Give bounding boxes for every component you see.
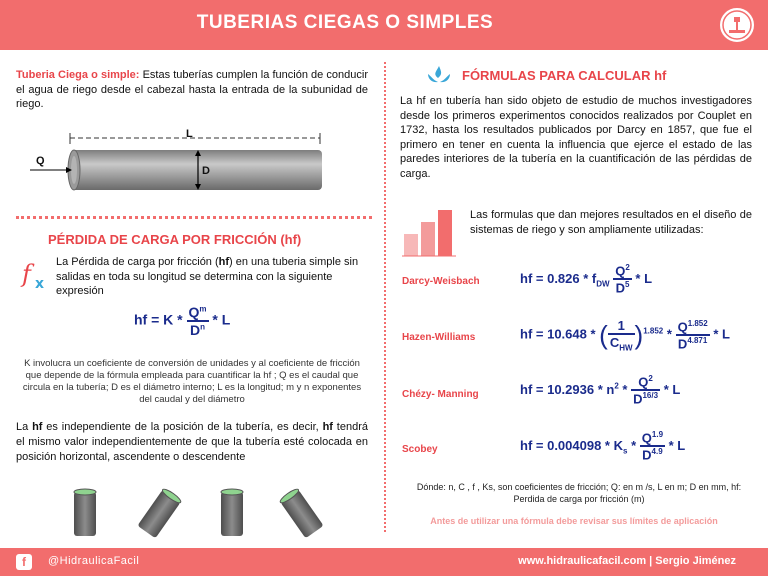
formula-eq: = K * xyxy=(147,311,187,328)
formula-tail: * L xyxy=(208,311,231,328)
formulas-title: FÓRMULAS PARA CALCULAR hf xyxy=(462,68,667,83)
facebook-handle[interactable]: @HidraulicaFacil xyxy=(48,555,140,567)
independence-paragraph xyxy=(16,420,368,465)
chezy-n: n xyxy=(606,381,615,397)
friction-text-b: ) en una tuberia simple sin salidas en toda su longitud se determina con la siguiente expresión xyxy=(56,256,359,298)
section-divider xyxy=(16,216,372,219)
formula-den-exp: n xyxy=(200,322,206,332)
intro-term: Tuberia Ciega o simple: xyxy=(16,69,140,81)
scobey-tail: * L xyxy=(668,437,686,453)
chezy-num: Q xyxy=(638,374,649,390)
best-results-paragraph: Las formulas que dan mejores resultados en el diseño de sistemas de riego y son ampliamente utilizadas: xyxy=(470,209,752,236)
hazen-inner-den: C xyxy=(609,335,620,350)
hazen-fraction xyxy=(676,319,710,352)
independence-a: La xyxy=(16,421,33,433)
facebook-icon[interactable]: f xyxy=(16,554,32,570)
chezy-num-exp: 2 xyxy=(648,374,653,383)
scobey-den-exp: 4.9 xyxy=(651,447,663,457)
darcy-den: D xyxy=(615,280,625,296)
formula-name-chezy: Chézy- Manning xyxy=(402,389,479,400)
where-note: Dónde: n, C , f , Ks, son coeficientes de fricción; Q: en m /s, L en m; D en mm, hf: Perdida de carga por fricción (m) xyxy=(416,482,742,504)
independence-b: es independiente de la posición de la tubería, es decir, xyxy=(42,421,323,433)
footer-bar xyxy=(0,548,768,576)
chezy-n-exp: 2 xyxy=(614,381,619,391)
scobey-num-exp: 1.9 xyxy=(651,430,664,439)
general-formula xyxy=(134,304,230,338)
hazen-paren-close: ) xyxy=(634,319,644,350)
formula-name-darcy: Darcy-Weisbach xyxy=(402,276,480,287)
darcy-fdw-sub: DW xyxy=(596,279,610,289)
friction-paragraph xyxy=(56,255,368,299)
scobey-k: K xyxy=(613,437,623,453)
formula-num-exp: m xyxy=(199,304,207,314)
chezy-coef: hf = 10.2936 * xyxy=(520,381,603,397)
length-label: L xyxy=(186,128,193,140)
hazen-num-exp: 1.852 xyxy=(687,318,708,328)
darcy-tail: * L xyxy=(635,270,653,286)
independence-hf1: hf xyxy=(32,421,43,433)
scobey-fraction xyxy=(640,430,665,463)
formula-lhs: hf xyxy=(134,311,148,328)
hazen-den-exp: 4.871 xyxy=(687,336,708,346)
scobey-mult: * xyxy=(631,437,637,453)
scobey-den: D xyxy=(642,447,652,463)
bar-chart-icon xyxy=(402,206,460,258)
chezy-den: D xyxy=(633,391,643,407)
chezy-fraction xyxy=(631,374,660,407)
formula-fraction xyxy=(187,304,209,338)
hazen-den: D xyxy=(677,336,688,352)
friction-text-hf: hf xyxy=(218,256,230,268)
water-splash-icon xyxy=(424,64,454,86)
darcy-coef: hf = 0.826 * xyxy=(520,270,589,286)
formula-chezy xyxy=(520,374,680,407)
flow-label: Q xyxy=(36,155,45,167)
logo-icon xyxy=(718,6,756,44)
hazen-inner-fraction xyxy=(608,318,635,353)
history-paragraph: La hf en tubería han sido objeto de estudio de muchos investigadores desde los primeros experimentos conocidos realizados por Couplet en 1732, hasta los resultados publicados por Darcy en 1857, que fue el primero en tener en cuenta la influencia que ejerce el estado de las paredes interiores de la tubería en la cuantificación de las pérdidas de carga. xyxy=(400,95,752,180)
pipe-orientations-illustration xyxy=(64,486,364,546)
website-link[interactable]: www.hidraulicafacil.com | Sergio Jiménez xyxy=(518,555,736,567)
intro-paragraph xyxy=(16,68,368,112)
darcy-num-exp: 2 xyxy=(625,263,630,272)
hazen-coef: hf = 10.648 * xyxy=(520,326,596,342)
hazen-mult: * xyxy=(666,326,672,342)
friction-text-a: La Pérdida de carga por fricción ( xyxy=(56,256,219,268)
hazen-num: Q xyxy=(677,319,688,335)
hazen-paren-open: ( xyxy=(599,319,608,350)
intro-text: Estas tuberías cumplen la función de conducir el agua de riego desde el cabezal hasta la entrada de la subunidad de riego. xyxy=(16,69,368,111)
independence-c: tendrá el mismo valor independientemente de que la tubería esté colocada en posición horizontal, ascendente o descendente xyxy=(16,421,368,463)
chezy-den-exp: 16/3 xyxy=(642,391,659,401)
formula-name-scobey: Scobey xyxy=(402,444,438,455)
column-divider xyxy=(384,62,386,532)
svg-text:x: x xyxy=(35,276,45,292)
scobey-num: Q xyxy=(641,430,652,446)
hazen-inner-den-sub: HW xyxy=(619,343,633,353)
formula-num: Q xyxy=(188,304,200,320)
hazen-tail: * L xyxy=(713,326,730,342)
darcy-num: Q xyxy=(615,263,626,279)
formula-darcy xyxy=(520,263,652,296)
darcy-den-exp: 5 xyxy=(624,280,630,290)
formula-scobey xyxy=(520,430,685,463)
independence-hf2: hf xyxy=(322,421,333,433)
warning-note: Antes de utilizar una fórmula debe revisar sus límites de aplicación xyxy=(430,516,718,526)
formula-name-hazen: Hazen-Williams xyxy=(402,332,476,343)
darcy-fdw: f xyxy=(591,270,597,286)
diameter-label: D xyxy=(202,165,210,177)
chezy-mult: * xyxy=(622,381,628,397)
function-fx-icon xyxy=(20,258,50,292)
darcy-fraction xyxy=(613,263,632,296)
header-banner xyxy=(0,0,768,50)
formula-den: D xyxy=(190,322,201,338)
hazen-inner-num: 1 xyxy=(608,318,635,335)
hazen-paren-exp: 1.852 xyxy=(643,326,664,336)
explanation-note: K involucra un coeficiente de conversión de unidades y al coeficiente de fricción que depende de la fórmula empleada para cuantificar la hf ; Q es el caudal que circula en la tubería; D es el diámetro interno; L es la longitud; m y n exponentes del caudal y del diámetro xyxy=(22,358,362,405)
pipe-diagram xyxy=(30,128,340,198)
friction-title: PÉRDIDA DE CARGA POR FRICCIÓN (hf) xyxy=(48,232,302,247)
page-title: TUBERIAS CIEGAS O SIMPLES xyxy=(196,12,494,33)
chezy-tail: * L xyxy=(663,381,681,397)
scobey-coef: hf = 0.004098 * xyxy=(520,437,610,453)
scobey-k-sub: s xyxy=(623,446,628,456)
formula-hazen xyxy=(520,318,730,353)
svg-text:f: f xyxy=(22,260,31,288)
